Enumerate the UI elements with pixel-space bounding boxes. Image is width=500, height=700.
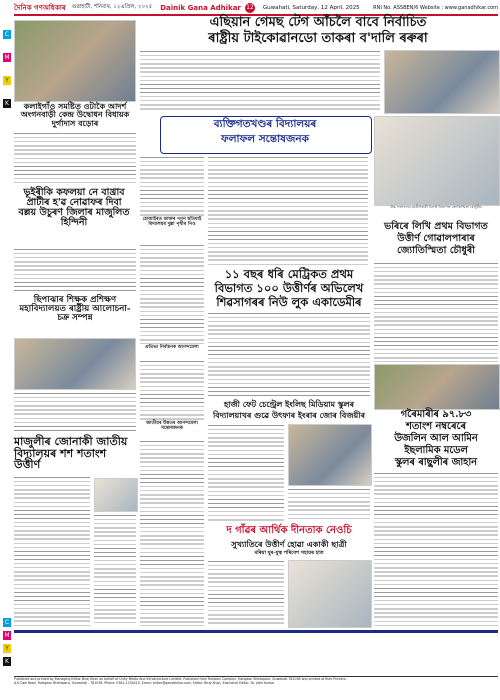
- rachulee-photo: [374, 364, 500, 410]
- paper-logo: দৈনিক গণঅধিকাৰ: [14, 4, 66, 12]
- imprint-line-1: Published and printed by Managing Editor Biraj Khan on behalf of Unity Media And Infrastructure Limited. Published from Ruhbani Complex, Hatigaon Bhetapara, Guwahati-781038 and printed at Ruhi Printers.: [14, 677, 347, 681]
- reg-yellow-2: Y: [3, 644, 11, 653]
- personal-story-body: [208, 156, 368, 266]
- imprint-footer: [14, 676, 498, 697]
- ujjalin-headline-4: ইছলামিক মডেল: [404, 445, 468, 456]
- page-number: 12: [246, 4, 254, 11]
- paper-name: Dainik Gana Adhikar: [160, 4, 241, 12]
- reg-cyan: C: [4, 31, 10, 38]
- reg-magenta-2: M: [4, 632, 10, 639]
- seminar-photo: [14, 338, 136, 390]
- hajo-headline-2: বিদ্যালয়াখৰ গুৱে উৎফাৰ ইংৰাৰ জোৰ বিজয়ীৰ: [213, 410, 365, 420]
- village-subheadline-2: মৰিয়া যুৰ-যুত্ব পৰিবেশ সহায়ৰ হাত: [254, 550, 324, 556]
- academy-headline-1: ১১ বছৰ ধৰি মেট্ৰিকত প্ৰথম: [224, 267, 354, 281]
- village-body: [208, 560, 284, 626]
- hajo-body-2: [288, 488, 370, 522]
- personal-headline-1: ব্যক্তিগতখণ্ডৰ বিদ্যালয়ৰ: [213, 118, 317, 130]
- color-registration-strip: [3, 30, 11, 122]
- ujjalin-headline-3: উজলিন আল আমিন: [394, 433, 478, 444]
- jyotismita-body: [374, 262, 498, 362]
- hajo-body: [208, 424, 284, 522]
- village-headline: দ গাঁৱৰ আৰ্থিক দীনতাক নেওচি: [226, 525, 352, 536]
- academy-headline-3: শিৱসাগৰৰ নিউ লুক একাডেমীৰ: [216, 295, 362, 309]
- village-photo: [288, 560, 372, 628]
- hajo-photo: [288, 424, 372, 486]
- ujjalin-headline-1: গৰৈমাৰীৰ ৯৭.৮৩: [400, 409, 472, 420]
- majuli-story-body: [14, 476, 90, 626]
- mid-col-sub2: প্ৰতিভা নিৰ্বাচনক আনন্দমেলা: [145, 345, 199, 350]
- left-story-headline: কলাইগাঁও সমষ্টিত ওটাকৈ আদৰ্শ অংগনবাড়ী কেন্দ্ৰ উদ্বোধন বিধায়ক দুৰ্গাদাস বড়োৰ: [20, 101, 130, 128]
- mid-col-sub1: হোজাইৰত ডাক্তৰ গগন ছতিয়াই বিদ্যালয়ৰ দুল্লা পৃথীৰ পিও: [142, 217, 202, 227]
- reg-black-2: K: [3, 657, 11, 666]
- left-story-body: [14, 132, 136, 184]
- jyotismita-headline-3: জ্যোতিস্মিতা চৌধুৰী: [396, 245, 476, 256]
- bodo-story-headline: ভূইৰীকি কফলয়া নে বাখ্ৰাব প্ৰাটীৰ হ'ৱ নোৱাফৰ দিবা বল্লয় উচুৰণ জিলাৰ মাজুলিত হিন্দিনী: [18, 187, 130, 228]
- bottom-rule: [14, 630, 498, 633]
- reg-yellow: Y: [3, 76, 11, 85]
- jyotismita-headline-1: ভৰিৰে লিখি প্ৰথম বিভাগত: [384, 221, 488, 232]
- teacher-story-body: [14, 392, 136, 432]
- mid-col-body-1: [140, 156, 204, 216]
- masthead-date-en: Guwahati, Saturday, 12 April, 2025: [262, 5, 360, 11]
- imprint-line-2: A.K Deb Road, Hatigaon Bhetapara, Guwahati - 781038. Phone: 0361-2234410, Email: editor@ganadhikar.com. Editor: Biraj Khan, Executive Editor: Dr. Jatin Kumar: [14, 681, 275, 686]
- hajo-headline-1: হাজী ফেট চেন্ট্ৰেল ইংলিছ মিডিয়াম স্কুলৰ: [223, 399, 355, 409]
- ujjalin-headline-2: শতাংশ নম্বৰেৰে: [406, 421, 466, 432]
- mid-col-body-3: [140, 360, 204, 420]
- majuli-photo: [94, 478, 138, 512]
- top-story-headline-2: ৰাষ্ট্ৰীয় টাইকোৱানডো তাকৰা ব'দালি ৰৰুৰা: [208, 31, 428, 46]
- majuli-story-body-2: [94, 514, 136, 626]
- mid-col-body-4: [140, 440, 204, 626]
- masthead-date-as: গুৱাহাটী, শনিবাৰ, ১২এপ্ৰিল, ২০২৫: [71, 4, 153, 10]
- academy-body: [208, 312, 370, 396]
- ujjalin-headline-5: স্কুলৰ ৰাছুলীৰ জাহান: [394, 457, 478, 468]
- reg-magenta: M: [4, 54, 10, 61]
- taekwondo-photo: [384, 50, 500, 114]
- village-subheadline: সুখ্যাতিৰে উত্তীৰ্ণ হোৱা একাকী ছাত্ৰী: [231, 539, 347, 549]
- mid-col-sub3: জাতীয়ৰ উন্নতৰ আনন্দমেলা সন্তোষজনক: [146, 421, 198, 431]
- masthead: [14, 2, 498, 16]
- masthead-rni: RNI No. ASSBEN/6 Website : www.ganadhikar.com: [373, 5, 498, 11]
- bodo-story-body: [14, 248, 136, 294]
- jyotismita-headline-2: উত্তীৰ্ণ গোৱালপাৰাৰ: [397, 233, 475, 244]
- academy-headline-2: বিভাগত ১০০ উত্তীৰ্ণৰ অভিলেখ: [214, 281, 364, 295]
- personal-headline-2: ফলাফল সন্তোষজনক: [221, 133, 309, 145]
- reg-cyan-2: C: [4, 619, 10, 626]
- color-registration-strip-bottom: [3, 618, 11, 670]
- jyotismita-photo: [374, 116, 500, 206]
- jyotismita-caption: উচ্চ ফলাফলৰ ছাত্ৰীগৰাকী চিলাই বিভাগত জোতিস্মিতা চৌধুৰীৰ: [390, 205, 482, 209]
- top-story-headline-1: এছিয়ান গেমছ টেগ আঁচলৈ বাবে নিৰ্বাচিত: [209, 15, 427, 30]
- anganwadi-photo: [14, 20, 136, 102]
- mid-col-body-2: [140, 244, 204, 344]
- teacher-story-headline: ছিপাঝাৰ শিক্ষক প্ৰশিক্ষণ মহাবিদ্যালয়ত ৰাষ্ট্ৰীয় আলোচনা-চক্ৰ সম্পন্ন: [19, 295, 131, 324]
- majuli-story-headline: মাজুলীৰ জোনাকী জাতীয় বিদ্যালয়ৰ শশ শতাংশ উত্তীৰ্ণ: [14, 435, 128, 472]
- ujjalin-body: [374, 472, 498, 626]
- top-story-body: [140, 50, 380, 112]
- reg-black: K: [3, 99, 11, 108]
